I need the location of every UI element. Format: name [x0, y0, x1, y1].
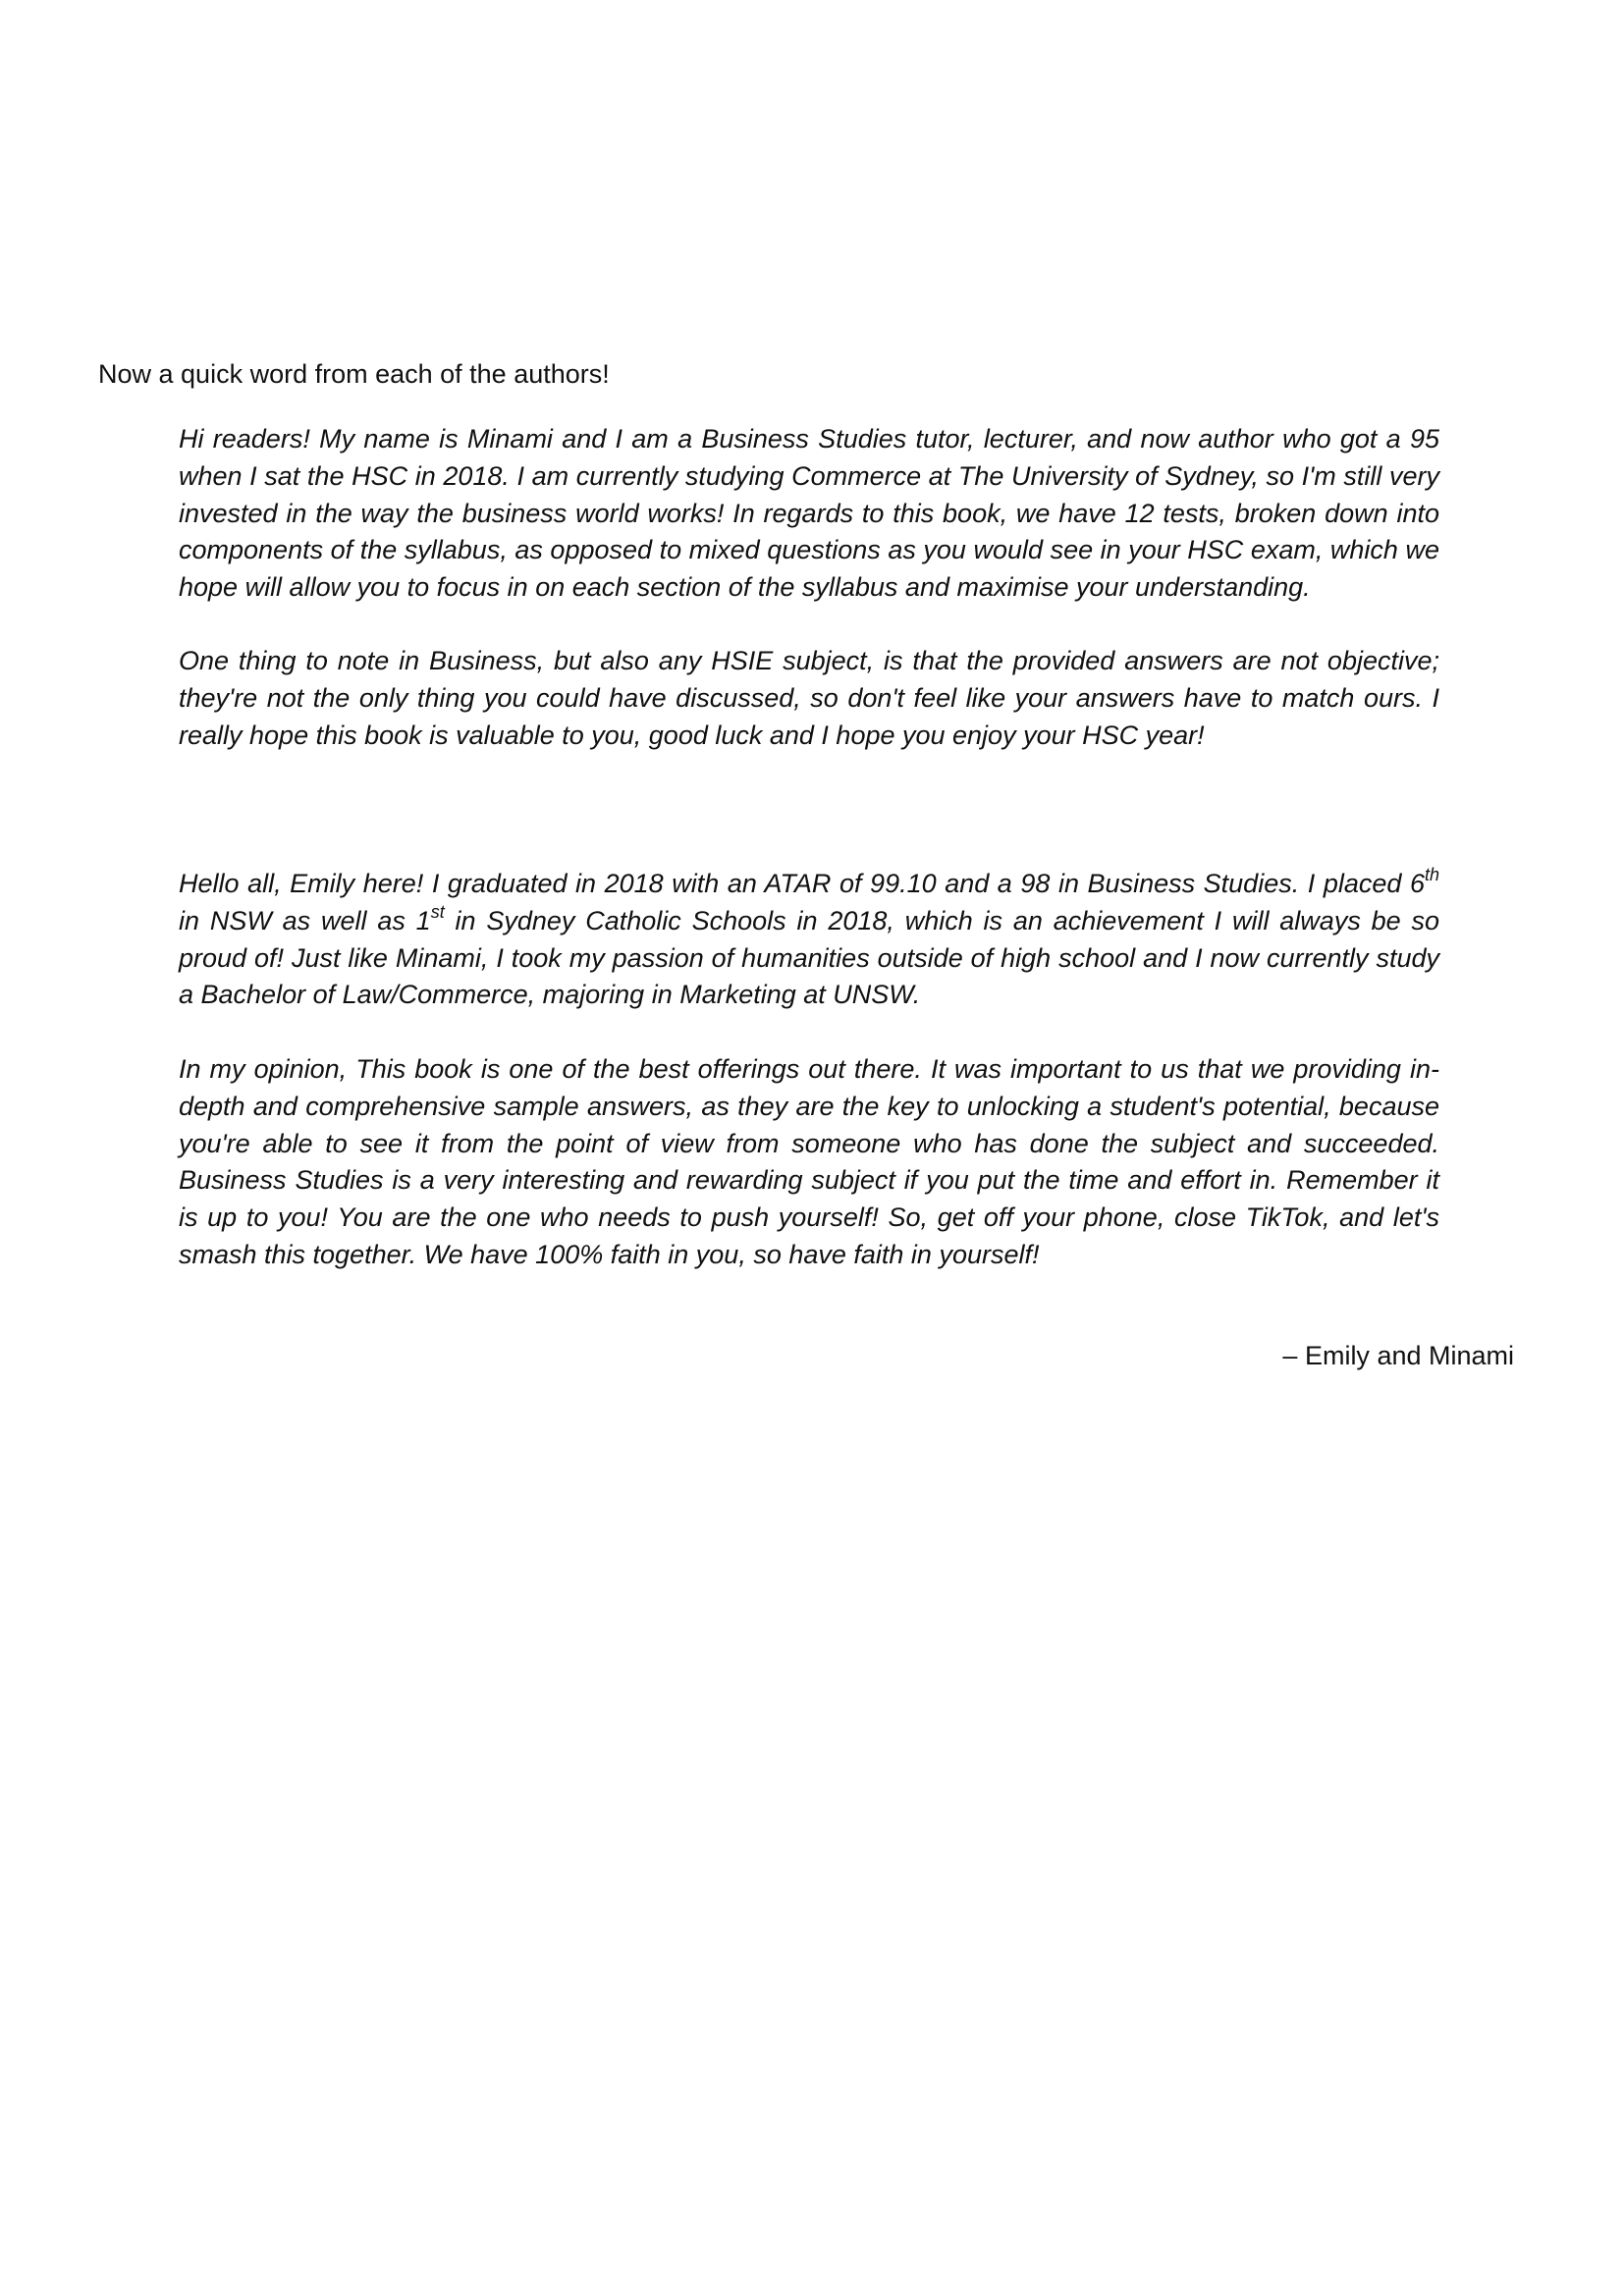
emily-paragraph-2: In my opinion, This book is one of the best offerings out there. It was important to us that we providing in-depth and comprehensive sample answers, as they are the key to unlocking a student's potential, because you're able to see it from the point of view from someone who has done the subject and succeeded. Business Studies is a very interesting and rewarding subject if you put the time and effort in. Remember it is up to you! You are the one who needs to push yourself! So, get off your phone, close TikTok, and let's smash this together. We have 100% faith in you, so have faith in yourself! [179, 1054, 1439, 1269]
emily-paragraph-1-text-a: Hello all, Emily here! I graduated in 2018 with an ATAR of 99.10 and a 98 in Business Studies. I placed 6 [179, 869, 1425, 898]
intro-heading: Now a quick word from each of the authors! [98, 359, 610, 389]
minami-paragraph-2: One thing to note in Business, but also any HSIE subject, is that the provided answers are not objective; they're not the only thing you could have discussed, so don't feel like your answers have to match ours. I really hope this book is valuable to you, good luck and I hope you enjoy your HSC year! [179, 646, 1439, 750]
ordinal-suffix-st: st [430, 901, 445, 922]
ordinal-suffix-th: th [1424, 865, 1439, 884]
emily-paragraph-1-text-c: in Sydney Catholic Schools in 2018, which is an achievement I will always be so proud of! Just like Minami, I took my passion of humanities outside of high school and I now currently study a Bachelor of Law/Commerce, majoring in Marketing at UNSW. [179, 905, 1440, 1010]
emily-paragraph-1-text-b: in NSW as well as 1 [179, 905, 431, 935]
signoff: – Emily and Minami [1282, 1341, 1514, 1370]
minami-paragraph-1: Hi readers! My name is Minami and I am a Business Studies tutor, lecturer, and now author who got a 95 when I sat the HSC in 2018. I am currently studying Commerce at The University of Sydney, so I'm still very invested in the way the business world works! In regards to this book, we have 12 tests, broken down into components of the syllabus, as opposed to mixed questions as you would see in your HSC exam, which we hope will allow you to focus in on each section of the syllabus and maximise your understanding. [179, 424, 1439, 603]
emily-paragraph-1 [179, 866, 1439, 1014]
